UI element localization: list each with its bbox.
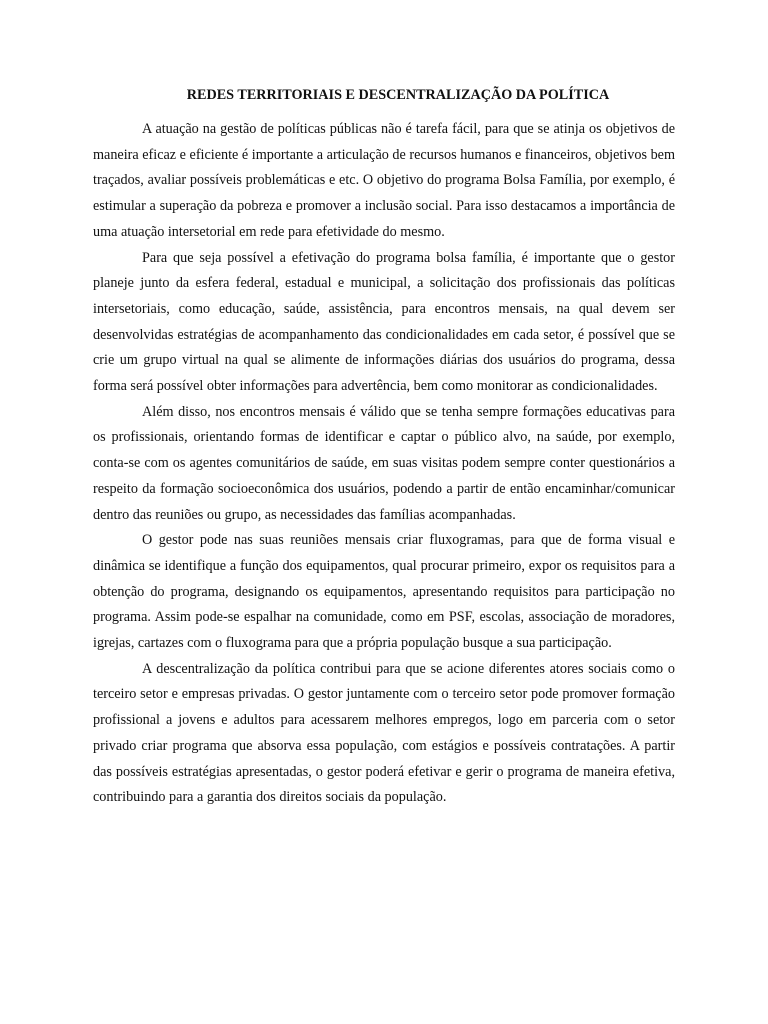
paragraph-3: Além disso, nos encontros mensais é válido que se tenha sempre formações educativas para os profissionais, orientando formas de identificar e captar o público alvo, na saúde, por exemplo, conta-se com os agentes comunitários de saúde, em suas visitas podem sempre conter questionários a respeito da formação socioeconômica dos usuários, podendo a partir de então encaminhar/comunicar dentro das reuniões ou grupo, as necessidades das famílias acompanhadas. xyxy=(93,403,675,523)
paragraph-5: A descentralização da política contribui para que se acione diferentes atores sociais como o terceiro setor e empresas privadas. O gestor juntamente com o terceiro setor pode promover formação profissional a jovens e adultos para acessarem melhores empregos, logo em parceria com o setor privado criar programa que absorva essa população, com estágios e possíveis contratações. A partir das possíveis estratégias apresentadas, o gestor poderá efetivar e gerir o programa de maneira efetiva, contribuindo para a garantia dos direitos sociais da população. xyxy=(93,660,675,806)
document-body xyxy=(93,85,675,811)
paragraph-1: A atuação na gestão de políticas públicas não é tarefa fácil, para que se atinja os objetivos de maneira eficaz e eficiente é importante a articulação de recursos humanos e financeiros, objetivos bem traçados, avaliar possíveis problemáticas e etc. O objetivo do programa Bolsa Família, por exemplo, é estimular a superação da pobreza e promover a inclusão social. Para isso destacamos a importância de uma atuação intersetorial em rede para efetividade do mesmo. xyxy=(93,121,675,240)
document-title: REDES TERRITORIAIS E DESCENTRALIZAÇÃO DA POLÍTICA xyxy=(186,87,610,103)
paragraph-2: Para que seja possível a efetivação do programa bolsa família, é importante que o gestor planeje junto da esfera federal, estadual e municipal, a solicitação dos profissionais das políticas intersetoriais, como educação, saúde, assistência, para encontros mensais, na qual devem ser desenvolvidas estratégias de acompanhamento das condicionalidades em cada setor, é possível que se crie um grupo virtual na qual se alimente de informações diárias dos usuários do programa, dessa forma será possível obter informações para advertência, bem como monitorar as condicionalidades. xyxy=(93,249,675,395)
paragraph-4: O gestor pode nas suas reuniões mensais criar fluxogramas, para que de forma visual e dinâmica se identifique a função dos equipamentos, qual procurar primeiro, expor os requisitos para a obtenção do programa, designando os equipamentos, apresentando requisitos para participação no programa. Assim pode-se espalhar na comunidade, como em PSF, escolas, associação de moradores, igrejas, cartazes com o fluxograma para que a própria população busque a sua participação. xyxy=(93,532,675,652)
